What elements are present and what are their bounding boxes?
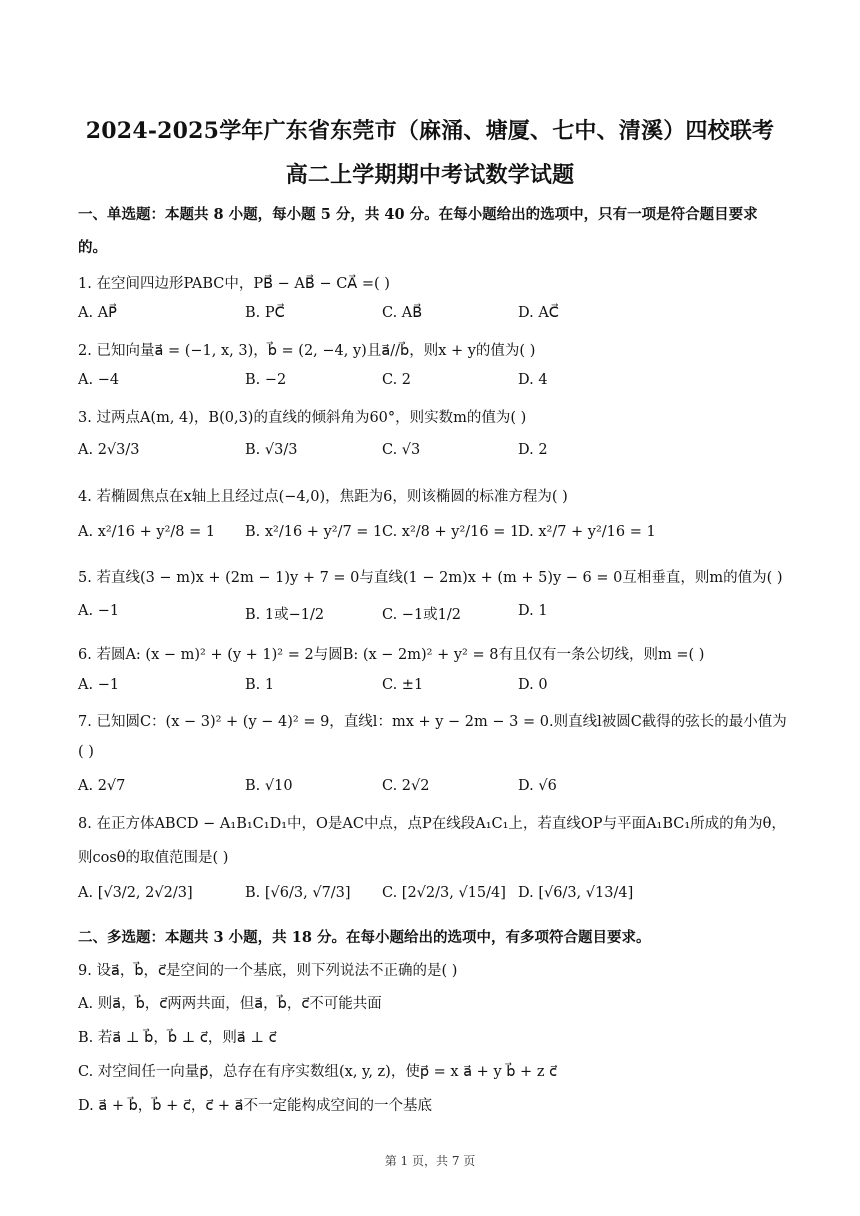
q2-option-b[interactable]: B. −2 <box>245 372 287 388</box>
q7-option-c[interactable]: C. 2√2 <box>382 778 430 794</box>
exam-title-line2: 高二上学期期中考试数学试题 <box>285 162 575 188</box>
q9-option-c[interactable]: C. 对空间任一向量p⃗，总存在有序实数组(x, y, z)，使p⃗ = x a⃗ + y b⃗ + z c⃗ <box>78 1064 558 1080</box>
q2-option-d[interactable]: D. 4 <box>518 372 548 388</box>
q3-options <box>78 442 798 476</box>
q7-option-a[interactable]: A. 2√7 <box>78 778 126 794</box>
page-footer: 第 1 页，共 7 页 <box>384 1154 476 1168</box>
q1-option-c[interactable]: C. AB⃗ <box>382 305 423 321</box>
q5-stem: 5. 若直线(3 − m)x + (2m − 1)y + 7 = 0与直线(1 − 2m)x + (m + 5)y − 6 = 0互相垂直，则m的值为( ) <box>78 570 783 586</box>
q7-option-b[interactable]: B. √10 <box>245 778 293 794</box>
q6-option-b[interactable]: B. 1 <box>245 677 275 693</box>
q9-option-a[interactable]: A. 则a⃗，b⃗，c⃗两两共面，但a⃗，b⃗，c⃗不可能共面 <box>78 996 382 1012</box>
q1-options <box>78 305 798 339</box>
q4-option-c[interactable]: C. x²/8 + y²/16 = 1 <box>382 524 520 540</box>
q7-stem-cont: ( ) <box>78 744 94 760</box>
q8-stem: 8. 在正方体ABCD − A₁B₁C₁D₁中，O是AC中点，点P在线段A₁C₁上，若直线OP与平面A₁BC₁所成的角为θ， <box>78 816 786 832</box>
q6-stem: 6. 若圆A: (x − m)² + (y + 1)² = 2与圆B: (x − 2m)² + y² = 8有且仅有一条公切线，则m =( ) <box>78 647 705 663</box>
section1-header: 一、单选题：本题共 8 小题，每小题 5 分，共 40 分。在每小题给出的选项中，只有一项是符合题目要求 <box>78 206 758 223</box>
q3-option-d[interactable]: D. 2 <box>518 442 548 458</box>
q6-option-c[interactable]: C. ±1 <box>382 677 424 693</box>
q4-stem: 4. 若椭圆焦点在x轴上且经过点(−4,0)，焦距为6，则该椭圆的标准方程为( ) <box>78 489 568 505</box>
q6-option-a[interactable]: A. −1 <box>78 677 120 693</box>
q9-stem: 9. 设a⃗，b⃗，c⃗是空间的一个基底，则下列说法不正确的是( ) <box>78 963 458 979</box>
q5-options <box>78 603 798 637</box>
q3-stem: 3. 过两点A(m, 4)，B(0,3)的直线的倾斜角为60°，则实数m的值为( ) <box>78 410 527 426</box>
q4-options <box>78 524 798 558</box>
q3-option-a[interactable]: A. 2√3/3 <box>78 442 140 458</box>
q3-option-c[interactable]: C. √3 <box>382 442 421 458</box>
q1-option-b[interactable]: B. PC⃗ <box>245 305 285 321</box>
q8-option-a[interactable]: A. [√3/2, 2√2/3] <box>78 885 193 901</box>
q2-options <box>78 372 798 406</box>
q7-options <box>78 778 798 812</box>
q7-option-d[interactable]: D. √6 <box>518 778 557 794</box>
q6-option-d[interactable]: D. 0 <box>518 677 548 693</box>
q2-stem: 2. 已知向量a⃗ = (−1, x, 3)，b⃗ = (2, −4, y)且a⃗//b⃗，则x + y的值为( ) <box>78 343 536 359</box>
q5-option-c[interactable]: C. −1或1/2 <box>382 607 462 623</box>
section1-header-cont: 的。 <box>78 239 107 256</box>
q2-option-c[interactable]: C. 2 <box>382 372 412 388</box>
exam-title-line1: 2024-2025学年广东省东莞市（麻涌、塘厦、七中、清溪）四校联考 <box>85 118 775 144</box>
q5-option-b[interactable]: B. 1或−1/2 <box>245 607 325 623</box>
q4-option-b[interactable]: B. x²/16 + y²/7 = 1 <box>245 524 383 540</box>
q8-option-b[interactable]: B. [√6/3, √7/3] <box>245 885 351 901</box>
q8-option-d[interactable]: D. [√6/3, √13/4] <box>518 885 634 901</box>
q3-option-b[interactable]: B. √3/3 <box>245 442 298 458</box>
q1-stem: 1. 在空间四边形PABC中，PB⃗ − AB⃗ − CA⃗ =( ) <box>78 276 390 292</box>
q1-option-d[interactable]: D. AC⃗ <box>518 305 559 321</box>
q6-options <box>78 677 798 711</box>
q8-options <box>78 885 798 919</box>
q8-stem-cont: 则cosθ的取值范围是( ) <box>78 850 229 866</box>
q2-option-a[interactable]: A. −4 <box>78 372 120 388</box>
q9-option-b[interactable]: B. 若a⃗ ⊥ b⃗，b⃗ ⊥ c⃗，则a⃗ ⊥ c⃗ <box>78 1030 277 1046</box>
section2-header: 二、多选题：本题共 3 小题，共 18 分。在每小题给出的选项中，有多项符合题目要求。 <box>78 929 651 946</box>
q4-option-d[interactable]: D. x²/7 + y²/16 = 1 <box>518 524 656 540</box>
q1-option-a[interactable]: A. AP⃗ <box>78 305 117 321</box>
q9-option-d[interactable]: D. a⃗ + b⃗，b⃗ + c⃗，c⃗ + a⃗不一定能构成空间的一个基底 <box>78 1098 433 1114</box>
q5-option-d[interactable]: D. 1 <box>518 603 548 619</box>
q4-option-a[interactable]: A. x²/16 + y²/8 = 1 <box>78 524 216 540</box>
q7-stem: 7. 已知圆C：(x − 3)² + (y − 4)² = 9，直线l：mx + y − 2m − 3 = 0.则直线l被圆C截得的弦长的最小值为 <box>78 714 787 730</box>
q5-option-a[interactable]: A. −1 <box>78 603 120 619</box>
q8-option-c[interactable]: C. [2√2/3, √15/4] <box>382 885 506 901</box>
